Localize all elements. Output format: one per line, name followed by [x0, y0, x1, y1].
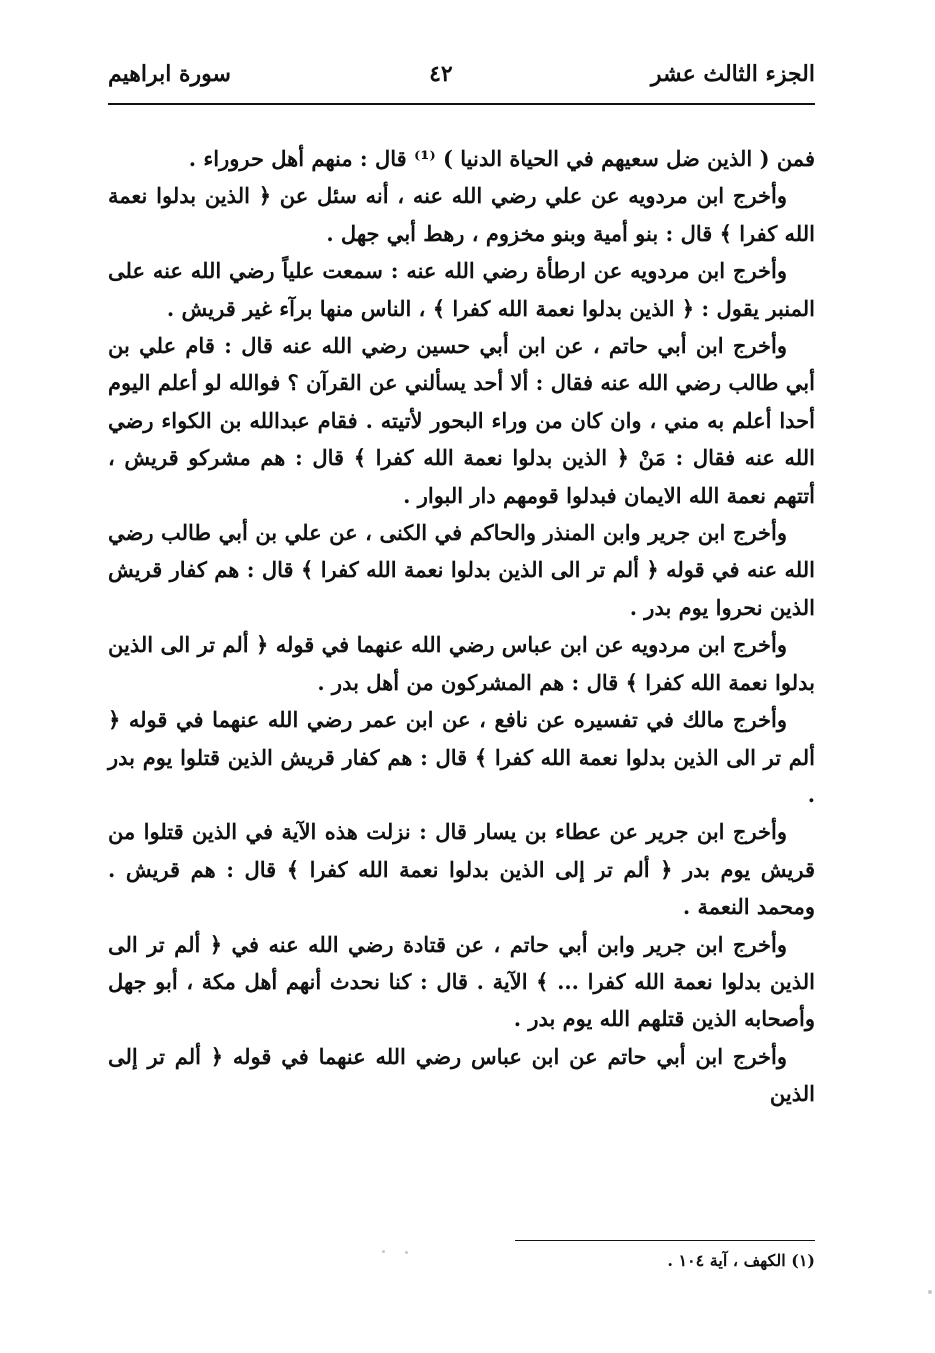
- paragraph: وأخرج مالك في تفسيره عن نافع ، عن ابن عمر رضي الله عنهما في قوله ﴿ ألم تر الى الذين بدلوا نعمة الله كفرا ﴾ قال : هم كفار قريش الذين قتلوا يوم بدر .: [108, 707, 815, 807]
- page-header: [108, 52, 815, 96]
- surah-title: سورة ابراهيم: [108, 61, 231, 87]
- paragraph: وأخرج ابن مردويه عن ابن عباس رضي الله عنهما في قوله ﴿ ألم تر الى الذين بدلوا نعمة الله كفرا ﴾ قال : هم المشركون من أهل بدر .: [108, 632, 815, 695]
- paragraph: وأخرج ابن أبي حاتم عن ابن عباس رضي الله عنهما في قوله ﴿ ألم تر إلى الذين: [108, 1043, 815, 1107]
- paragraph: وأخرج ابن جرير وابن أبي حاتم ، عن قتادة رضي الله عنه في ﴿ ألم تر الى الذين بدلوا نعمة الله كفرا ... ﴾ الآية . قال : كنا نحدث أنهم أهل مكة ، أبو جهل وأصحابه الذين قتلهم الله يوم بدر .: [108, 931, 815, 1032]
- paragraph: وأخرج ابن جرير عن عطاء بن يسار قال : نزلت هذه الآية في الذين قتلوا من قريش يوم بدر ﴿ ألم تر إلى الذين بدلوا نعمة الله كفرا ﴾ قال : هم قريش . ومحمد النعمة .: [108, 819, 815, 920]
- part-title: الجزء الثالث عشر: [650, 61, 815, 87]
- footnote-rule: [515, 1240, 815, 1241]
- paragraph: وأخرج ابن مردويه عن علي رضي الله عنه ، أنه سئل عن ﴿ الذين بدلوا نعمة الله كفرا ﴾ قال : بنو أمية وبنو مخزوم ، رهط أبي جهل .: [108, 183, 815, 246]
- paragraph: وأخرج ابن أبي حاتم ، عن ابن أبي حسين رضي الله عنه قال : قام علي بن أبي طالب رضي الله عنه فقال : ألا أحد يسألني عن القرآن ؟ فوالله لو أعلم اليوم أحدا أعلم به مني ، وان كان من وراء البحور لأتيته . فقام عبدالله بن الكواء رضي الله عنه فقال : مَنْ ﴿ الذين بدلوا نعمة الله كفرا ﴾ قال : هم مشركو قريش ، أتتهم نعمة الله الايمان فبدلوا قومهم دار البوار .: [108, 333, 815, 508]
- paragraph: فمن ( الذين ضل سعيهم في الحياة الدنيا ) ⁽¹⁾ قال : منهم أهل حروراء .: [188, 146, 815, 171]
- footnote: (١) الكهف ، آية ١٠٤ .: [667, 1251, 815, 1270]
- scan-speck: [928, 1290, 932, 1294]
- page-body: [108, 140, 815, 1113]
- paragraph: وأخرج ابن جرير وابن المنذر والحاكم في الكنى ، عن علي بن أبي طالب رضي الله عنه في قوله ﴿ ألم تر الى الذين بدلوا نعمة الله كفرا ﴾ قال : هم كفار قريش الذين نحروا يوم بدر .: [108, 520, 815, 620]
- scan-speck: [405, 1251, 408, 1254]
- page-number: ٤٢: [429, 61, 453, 87]
- header-rule: [108, 103, 815, 105]
- paragraph: وأخرج ابن مردويه عن ارطأة رضي الله عنه : سمعت علياً رضي الله عنه على المنبر يقول : ﴿ الذين بدلوا نعمة الله كفرا ﴾ ، الناس منها برآء غير قريش .: [108, 258, 815, 321]
- scan-speck: [382, 1250, 385, 1253]
